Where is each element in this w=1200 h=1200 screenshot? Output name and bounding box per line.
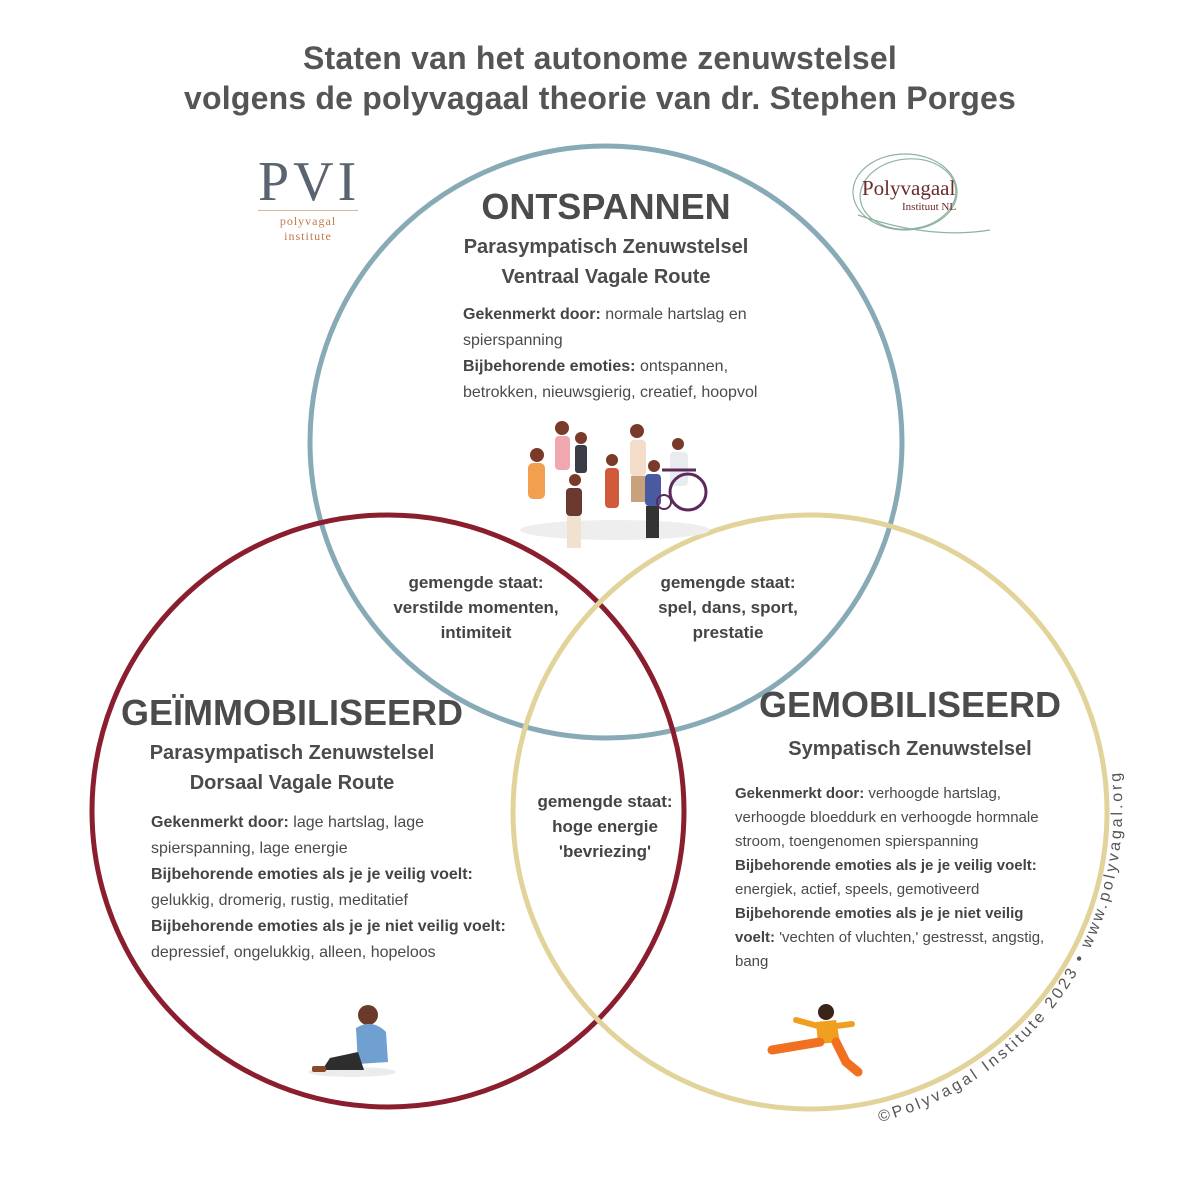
ontspannen-heading: ONTSPANNEN bbox=[481, 186, 731, 227]
ontspannen-emo-text: ontspannen, betrokken, nieuwsgierig, creatief, hoopvol bbox=[463, 358, 758, 401]
gemobiliseerd-unsafe bbox=[735, 902, 1060, 974]
gemobiliseerd-body bbox=[735, 782, 1060, 974]
ontspannen-emo-label: Bijbehorende emoties: bbox=[463, 358, 636, 375]
geimmobiliseerd-unsafe-label: Bijbehorende emoties als je je niet veilig voelt: bbox=[151, 918, 506, 935]
title-line-2: volgens de polyvagaal theorie van dr. Stephen Porges bbox=[184, 80, 1016, 116]
ontspannen-section bbox=[406, 186, 806, 292]
ontspannen-sub-2: Ventraal Vagale Route bbox=[501, 266, 711, 288]
gemobiliseerd-unsafe-label: Bijbehorende emoties als je je niet veilig voelt: bbox=[735, 905, 1024, 946]
nl-logo-name: Polyvagaal bbox=[862, 176, 956, 200]
footer-copyright: ©Polyvagal Institute 2023 • bbox=[876, 949, 1091, 1126]
mixed-state-bottom bbox=[505, 789, 705, 864]
geimmobiliseerd-section bbox=[92, 692, 492, 798]
geimmobiliseerd-gek-text: lage hartslag, lage spierspanning, lage energie bbox=[151, 814, 425, 857]
gemobiliseerd-safe-text: energiek, actief, speels, gemotiveerd bbox=[735, 881, 980, 898]
geimmobiliseerd-safe bbox=[151, 862, 519, 914]
geimmobiliseerd-unsafe-text: depressief, ongelukkig, alleen, hopeloos bbox=[151, 944, 436, 961]
geimmobiliseerd-sub-2: Dorsaal Vagale Route bbox=[189, 772, 395, 794]
ontspannen-gek-label: Gekenmerkt door: bbox=[463, 306, 601, 323]
geimmobiliseerd-gek-label: Gekenmerkt door: bbox=[151, 814, 289, 831]
geimmobiliseerd-body bbox=[151, 810, 519, 966]
footer-url: www.polyvagal.org bbox=[1078, 769, 1127, 951]
group-people-illustration-icon bbox=[520, 421, 710, 548]
gemobiliseerd-heading: GEMOBILISEERD bbox=[758, 684, 1062, 725]
gemobiliseerd-safe-label: Bijbehorende emoties als je je veilig voelt: bbox=[735, 857, 1037, 874]
gemobiliseerd-sub-1: Sympatisch Zenuwstelsel bbox=[788, 738, 1032, 760]
geimmobiliseerd-safe-label: Bijbehorende emoties als je je veilig voelt: bbox=[151, 866, 473, 883]
mixed-right-line-2: spel, dans, sport, bbox=[658, 598, 798, 617]
ontspannen-body bbox=[463, 302, 783, 406]
mixed-bottom-line-1: gemengde staat: bbox=[537, 792, 673, 811]
pvi-logo-subtitle: polyvagal institute bbox=[258, 210, 358, 244]
gemobiliseerd-unsafe-text: 'vechten of vluchten,' gestresst, angstig, bang bbox=[735, 929, 1045, 970]
pvi-logo-letters: PVI bbox=[258, 151, 361, 213]
mixed-left-line-1: gemengde staat: bbox=[408, 573, 544, 592]
mixed-state-left bbox=[376, 570, 576, 645]
ontspannen-sub-1: Parasympatisch Zenuwstelsel bbox=[463, 236, 749, 258]
mixed-bottom-line-2: hoge energie bbox=[552, 817, 658, 836]
title-line-1: Staten van het autonome zenuwstelsel bbox=[303, 40, 897, 76]
mixed-right-line-3: prestatie bbox=[692, 623, 764, 642]
nl-logo-subtitle: Instituut NL bbox=[902, 201, 957, 213]
gemobiliseerd-section bbox=[710, 684, 1110, 764]
geimmobiliseerd-unsafe bbox=[151, 914, 519, 966]
sitting-person-illustration-icon bbox=[308, 1005, 396, 1077]
gemobiliseerd-gekenmerkt bbox=[735, 782, 1060, 854]
geimmobiliseerd-sub-1: Parasympatisch Zenuwstelsel bbox=[149, 742, 435, 764]
geimmobiliseerd-gekenmerkt bbox=[151, 810, 451, 862]
mixed-state-right bbox=[628, 570, 828, 645]
geimmobiliseerd-heading: GEÏMMOBILISEERD bbox=[120, 692, 464, 733]
gemobiliseerd-gek-label: Gekenmerkt door: bbox=[735, 785, 865, 802]
running-person-illustration-icon bbox=[772, 1004, 858, 1072]
pvi-logo bbox=[258, 151, 361, 244]
gemobiliseerd-safe bbox=[735, 854, 1060, 902]
ontspannen-gek-text: normale hartslag en spierspanning bbox=[463, 306, 747, 349]
ontspannen-gekenmerkt bbox=[463, 302, 783, 354]
mixed-bottom-line-3: 'bevriezing' bbox=[558, 842, 652, 861]
geimmobiliseerd-safe-text: gelukkig, dromerig, rustig, meditatief bbox=[151, 892, 408, 909]
ontspannen-emoties bbox=[463, 354, 783, 406]
gemobiliseerd-gek-text: verhoogde hartslag, verhoogde bloeddurk en verhoogde hormnale stroom, toengenomen spierspanning bbox=[735, 785, 1039, 850]
mixed-left-line-2: verstilde momenten, bbox=[393, 598, 559, 617]
mixed-right-line-1: gemengde staat: bbox=[660, 573, 796, 592]
mixed-left-line-3: intimiteit bbox=[440, 623, 512, 642]
polyvagaal-nl-logo bbox=[862, 176, 992, 214]
